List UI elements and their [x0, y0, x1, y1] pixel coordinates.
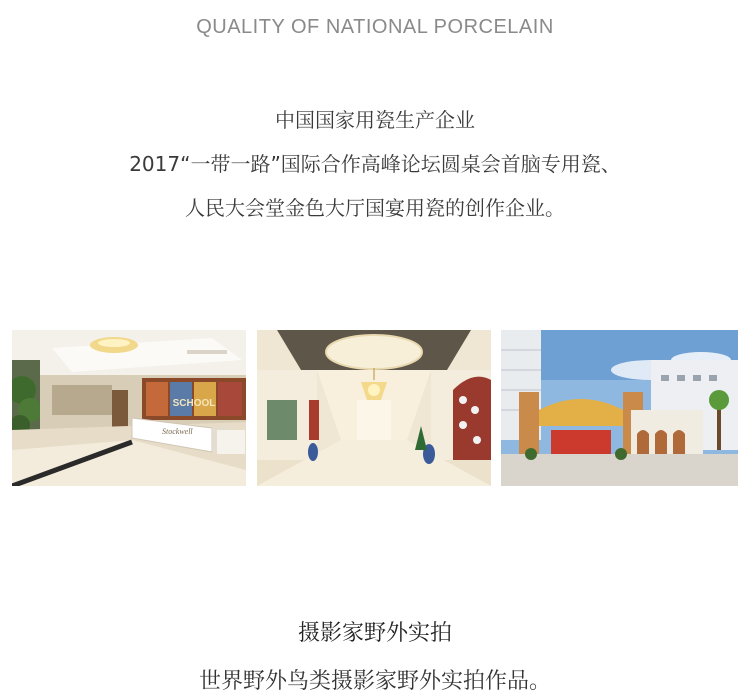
hall-photo — [257, 330, 491, 486]
section-subtitle: 世界野外鸟类摄影家野外实拍作品。 — [198, 669, 551, 694]
wall-sign: SCHOOL — [172, 398, 216, 409]
lobby-photo — [12, 330, 246, 486]
intro-text — [0, 98, 750, 230]
factory-photo — [501, 330, 738, 486]
lobby-desk-sign: Stockwell — [162, 427, 193, 436]
section-title: 摄影家野外实拍 — [297, 621, 452, 646]
page-heading: QUALITY OF NATIONAL PORCELAIN — [196, 16, 554, 38]
intro-line-1: 中国国家用瓷生产企业 — [275, 108, 475, 132]
intro-line-2: 2017“一带一路”国际合作高峰论坛圆桌会首脑专用瓷、 — [129, 152, 621, 176]
photo-gallery — [12, 330, 738, 486]
intro-line-3: 人民大会堂金色大厅国宴用瓷的创作企业。 — [185, 196, 565, 220]
